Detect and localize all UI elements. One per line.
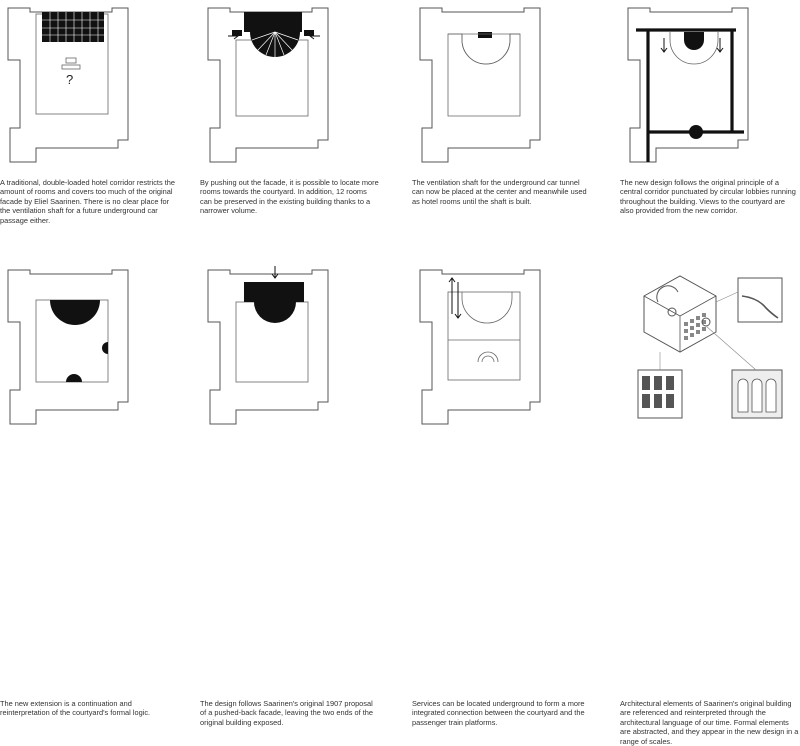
diagram-panel-4 [620,0,800,258]
floorplan-diagram-3 [412,0,602,175]
axonometric-building-icon [644,276,716,352]
diagram-panel-7 [412,262,602,727]
pushed-facade-block [244,12,302,32]
diagram-panel-6 [200,262,390,727]
caption-5: The new extension is a continuation and reinterpretation of the courtyard's formal logic. [0,699,151,718]
circular-lobby-bottom [689,125,703,139]
architectural-detail-diagram [620,262,800,437]
diagram-panel-1 [0,0,190,258]
ventilation-shaft [478,32,492,38]
caption-8: Architectural elements of Saarinen's original building are referenced and reinterpreted through the architectural language of our time. Formal elements are abstracted, and they appear in the new design in a range of scales. [620,699,799,746]
caption-6: The design follows Saarinen's original 1907 proposal of a pushed-back facade, leaving the two ends of the original building exposed. [200,699,373,727]
caption-2: By pushing out the facade, it is possible to locate more rooms towards the courtyard. In addition, 12 rooms can be preserved in the existing building thanks to a narrower volume. [200,178,379,216]
floorplan-diagram-6 [200,262,390,437]
diagram-panel-3 [412,0,602,258]
caption-7: Services can be located underground to form a more integrated connection between the courtyard and the passenger train platforms. [412,699,585,727]
diagram-panel-8 [620,262,800,746]
floorplan-diagram-1 [0,0,190,175]
floorplan-diagram-2 [200,0,390,175]
floorplan-diagram-4 [620,0,800,175]
floorplan-diagram-7 [412,262,602,437]
caption-1: A traditional, double-loaded hotel corridor restricts the amount of rooms and covers too much of the original facade by Eliel Saarinen. There is no clear place for the ventilation shaft for a future underground car passage either. [0,178,176,225]
floorplan-diagram-5 [0,262,190,437]
caption-3: The ventilation shaft for the underground car tunnel can now be placed at the center and meanwhile used as hotel rooms until the shaft is built. [412,178,587,206]
diagram-panel-2 [200,0,390,258]
diagram-panel-5 [0,262,190,718]
pushed-back-facade [244,282,304,302]
hotel-corridor-block [42,12,104,42]
caption-4: The new design follows the original principle of a central corridor punctuated by circular lobbies running throughout the building. Views to the courtyard are also provided from the new corridor. [620,178,796,216]
question-mark-label: ? [66,72,74,87]
